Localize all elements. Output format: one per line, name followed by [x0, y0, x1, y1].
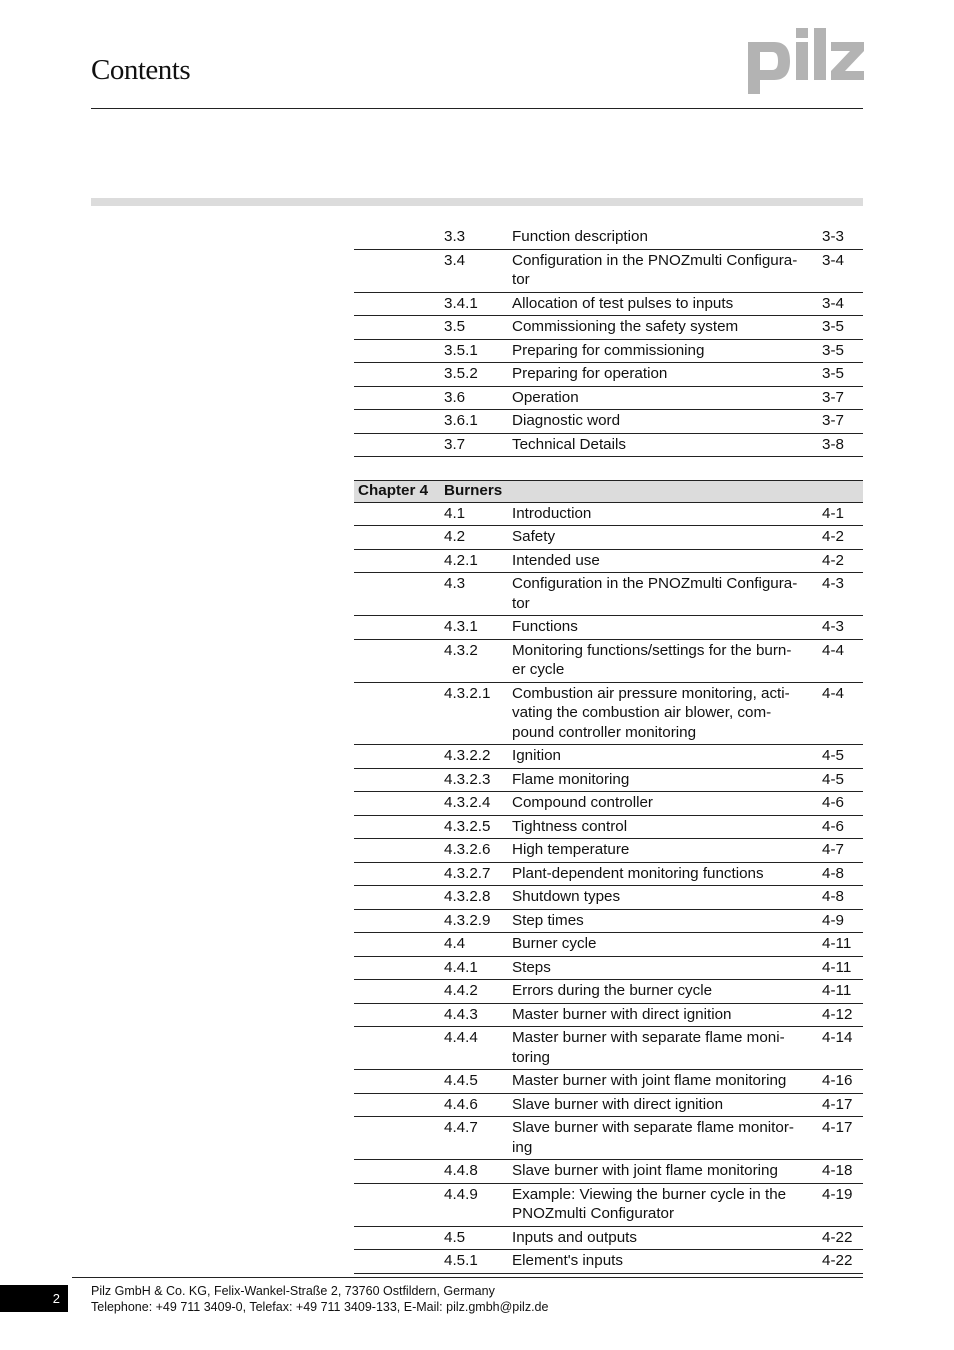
toc-entry-indent	[354, 817, 444, 837]
toc-entry-indent	[354, 617, 444, 637]
toc-entry-number: 4.3.2.3	[444, 770, 491, 788]
toc-entry[interactable]	[354, 839, 863, 863]
toc-entry-title: Preparing for commissioning	[512, 341, 705, 359]
toc-entry-number: 4.4.8	[444, 1162, 478, 1179]
toc-entry-number: 3.7	[444, 435, 466, 453]
toc-entry-indent	[354, 958, 444, 978]
toc-entry-number: 4.3.2.4	[444, 794, 491, 811]
toc-entry[interactable]	[354, 250, 863, 293]
toc-entry-indent	[354, 641, 444, 680]
toc-entry-title: Slave burner with joint flame monitoring	[512, 1162, 778, 1179]
toc-entry[interactable]	[354, 1004, 863, 1028]
toc-entry[interactable]	[354, 910, 863, 934]
toc-entry[interactable]	[354, 1250, 863, 1274]
toc-entry-indent	[354, 317, 444, 337]
toc-entry-page: 3-5	[822, 365, 844, 382]
toc-entry-page: 4-6	[822, 794, 844, 811]
toc-entry-number: 4.2.1	[444, 551, 478, 569]
header-band	[91, 198, 863, 206]
toc-entry-title: Configuration in the PNOZmulti Configura- tor	[512, 251, 798, 288]
toc-entry-indent	[354, 981, 444, 1001]
toc-entry-page: 4-8	[822, 864, 844, 882]
toc-entry-indent	[354, 1251, 444, 1271]
toc-entry[interactable]	[354, 503, 863, 527]
toc-entry-indent	[354, 527, 444, 547]
footer-rule	[72, 1277, 863, 1278]
toc-entry[interactable]	[354, 410, 863, 434]
toc-entry-number: 3.4.1	[444, 294, 478, 312]
toc-entry-indent	[354, 1071, 444, 1091]
toc-entry-title: Preparing for operation	[512, 365, 668, 382]
toc-entry-number: 3.5.2	[444, 365, 478, 382]
toc-entry-page: 4-14	[822, 1029, 853, 1046]
toc-entry-indent	[354, 793, 444, 813]
toc-entry-number: 4.3.2.1	[444, 684, 491, 702]
toc-entry-title: Shutdown types	[512, 888, 621, 905]
toc-entry-title: Master burner with joint flame monitoring	[512, 1072, 787, 1089]
toc-entry[interactable]	[354, 226, 863, 250]
footer-contact: Telephone: +49 711 3409-0, Telefax: +49 711 3409-133, E-Mail: pilz.gmbh@pilz.de	[91, 1300, 549, 1314]
toc-entry-page: 4-12	[822, 1005, 853, 1023]
toc-entry-number: 4.3.2	[444, 641, 478, 659]
toc-entry[interactable]	[354, 1027, 863, 1070]
toc-entry-indent	[354, 1228, 444, 1248]
toc-entry-title: Introduction	[512, 504, 592, 522]
toc-entry-indent	[354, 1005, 444, 1025]
toc-entry-number: 4.3.1	[444, 618, 478, 635]
toc-entry-title: High temperature	[512, 841, 630, 858]
toc-entry[interactable]	[354, 816, 863, 840]
toc-entry[interactable]	[354, 957, 863, 981]
toc-entry-number: 4.3.2.5	[444, 817, 491, 835]
toc-entry-page: 4-8	[822, 888, 844, 905]
toc-entry[interactable]	[354, 387, 863, 411]
toc-entry-title: Steps	[512, 958, 551, 976]
toc-entry[interactable]	[354, 745, 863, 769]
toc-entry[interactable]	[354, 683, 863, 746]
toc-entry-title: Ignition	[512, 747, 561, 764]
toc-entry-page: 3-8	[822, 435, 844, 453]
toc-entry-page: 4-18	[822, 1162, 853, 1179]
toc-entry-indent	[354, 1095, 444, 1115]
toc-entry-indent	[354, 1185, 444, 1224]
toc-entry-page: 3-5	[822, 318, 844, 335]
toc-entry-indent	[354, 840, 444, 860]
toc-entry[interactable]	[354, 1160, 863, 1184]
toc-entry[interactable]	[354, 340, 863, 364]
toc-entry-number: 4.4.2	[444, 982, 478, 999]
toc-entry-number: 4.4.7	[444, 1119, 478, 1136]
toc-entry-indent	[354, 770, 444, 790]
toc-entry-indent	[354, 574, 444, 613]
toc-entry-title: Flame monitoring	[512, 770, 630, 788]
toc-entry-page: 4-5	[822, 747, 844, 764]
toc-entry-title: Combustion air pressure monitoring, acti- vating the combustion air blower, com- pound controller monitoring	[512, 684, 790, 741]
toc-entry[interactable]	[354, 316, 863, 340]
toc-entry-indent	[354, 887, 444, 907]
header-rule	[91, 108, 863, 109]
toc-entry-page: 4-2	[822, 528, 844, 545]
toc-entry-page: 4-7	[822, 841, 844, 858]
toc-entry-page: 4-9	[822, 911, 844, 929]
toc-entry-number: 3.6	[444, 388, 466, 406]
toc-entry-indent	[354, 504, 444, 524]
toc-entry[interactable]	[354, 526, 863, 550]
toc-entry-indent	[354, 684, 444, 743]
footer-address: Pilz GmbH & Co. KG, Felix-Wankel-Straße 2, 73760 Ostfildern, Germany	[91, 1284, 495, 1298]
toc-entry-number: 4.1	[444, 504, 466, 522]
toc-entry-title: Compound controller	[512, 794, 653, 811]
toc-entry-number: 4.4.3	[444, 1005, 478, 1023]
toc-entry-page: 4-5	[822, 770, 844, 788]
toc-entry-number: 4.5	[444, 1228, 466, 1246]
toc-entry-indent	[354, 251, 444, 290]
toc-entry[interactable]	[354, 550, 863, 574]
toc-entry-title: Operation	[512, 388, 579, 406]
toc-entry-title: Tightness control	[512, 817, 628, 835]
toc-entry[interactable]	[354, 293, 863, 317]
toc-entry[interactable]	[354, 792, 863, 816]
chapter-heading	[354, 480, 863, 503]
page-number: 2	[52, 1291, 60, 1306]
chapter-label: Chapter 4	[358, 482, 429, 499]
toc-entry-page: 4-6	[822, 817, 844, 835]
toc-entry[interactable]	[354, 1070, 863, 1094]
toc-entry[interactable]	[354, 640, 863, 683]
toc-entry-title: Element's inputs	[512, 1252, 623, 1269]
toc-entry-title: Step times	[512, 911, 584, 929]
toc-entry-title: Slave burner with direct ignition	[512, 1095, 724, 1113]
toc-entry-number: 4.3.2.6	[444, 841, 491, 858]
toc-entry-title: Inputs and outputs	[512, 1228, 637, 1246]
toc-entry[interactable]	[354, 363, 863, 387]
toc-entry-title: Functions	[512, 618, 578, 635]
toc-entry-page: 4-1	[822, 504, 844, 522]
page-number-box	[0, 1285, 68, 1312]
toc-entry-indent	[354, 435, 444, 455]
toc-entry[interactable]	[354, 434, 863, 458]
toc-entry-page: 3-5	[822, 341, 844, 359]
toc-entry-page: 4-17	[822, 1119, 853, 1136]
toc-entry-number: 3.6.1	[444, 412, 478, 429]
toc-entry-page: 4-4	[822, 641, 844, 659]
toc-entry-number: 3.5.1	[444, 341, 478, 359]
toc-entry[interactable]	[354, 1227, 863, 1251]
toc-entry[interactable]	[354, 1117, 863, 1160]
toc-entry-indent	[354, 1028, 444, 1067]
toc-entry-title: Example: Viewing the burner cycle in the PNOZmulti Configurator	[512, 1185, 787, 1222]
toc-entry-indent	[354, 1118, 444, 1157]
toc-entry-indent	[354, 1161, 444, 1181]
toc-entry[interactable]	[354, 769, 863, 793]
toc-entry-title: Function description	[512, 228, 648, 245]
toc-entry-page: 3-7	[822, 388, 844, 406]
toc-entry-indent	[354, 864, 444, 884]
toc-entry-indent	[354, 746, 444, 766]
toc-entry-indent	[354, 294, 444, 314]
toc-entry-title: Master burner with separate flame moni- toring	[512, 1029, 785, 1066]
toc-entry-indent	[354, 341, 444, 361]
toc-entry[interactable]	[354, 1184, 863, 1227]
toc-entry-page: 3-4	[822, 251, 844, 269]
toc-entry-page: 4-22	[822, 1252, 853, 1269]
toc-entry-page: 4-4	[822, 684, 844, 702]
toc-entry-page: 4-3	[822, 575, 844, 592]
toc-entry-page: 3-4	[822, 294, 844, 312]
toc-entry-indent	[354, 551, 444, 571]
toc-entry-title: Commissioning the safety system	[512, 318, 739, 335]
toc-entry[interactable]	[354, 863, 863, 887]
toc-entry[interactable]	[354, 616, 863, 640]
toc-entry[interactable]	[354, 980, 863, 1004]
toc-entry-page: 4-11	[822, 982, 852, 999]
toc-entry-number: 4.3.2.8	[444, 888, 491, 905]
toc-entry-number: 3.3	[444, 228, 466, 245]
toc-entry-title: Allocation of test pulses to inputs	[512, 294, 734, 312]
toc-entry-number: 4.4.4	[444, 1029, 478, 1046]
toc-entry-number: 4.4.5	[444, 1072, 478, 1089]
footer	[91, 1283, 548, 1315]
toc-entry-title: Master burner with direct ignition	[512, 1005, 732, 1023]
toc-entry-title: Technical Details	[512, 435, 626, 453]
toc-entry-title: Burner cycle	[512, 935, 597, 952]
toc-entry-title: Diagnostic word	[512, 412, 621, 429]
table-of-contents	[354, 226, 863, 1274]
toc-entry-number: 4.3	[444, 575, 466, 592]
toc-entry-indent	[354, 227, 444, 247]
toc-entry-page: 4-2	[822, 551, 844, 569]
toc-entry-page: 4-3	[822, 618, 844, 635]
toc-entry-number: 4.4.1	[444, 958, 478, 976]
toc-entry-page: 4-11	[822, 958, 852, 976]
toc-entry-page: 4-11	[822, 935, 852, 952]
toc-entry-indent	[354, 364, 444, 384]
pilz-logo	[748, 28, 864, 94]
toc-entry-title: Plant-dependent monitoring functions	[512, 864, 764, 882]
toc-entry-title: Intended use	[512, 551, 600, 569]
toc-entry-number: 4.3.2.9	[444, 911, 491, 929]
toc-entry-number: 4.4	[444, 935, 466, 952]
toc-entry-title: Safety	[512, 528, 556, 545]
toc-entry-title: Errors during the burner cycle	[512, 982, 713, 999]
toc-entry-indent	[354, 911, 444, 931]
toc-entry-page: 4-22	[822, 1228, 853, 1246]
chapter-title: Burners	[444, 482, 503, 499]
toc-entry-number: 4.5.1	[444, 1252, 478, 1269]
toc-entry-page: 3-7	[822, 412, 844, 429]
toc-entry-title: Configuration in the PNOZmulti Configura- tor	[512, 575, 798, 612]
toc-entry-title: Slave burner with separate flame monitor- ing	[512, 1119, 794, 1156]
toc-entry-title: Monitoring functions/settings for the burn- er cycle	[512, 641, 792, 678]
toc-entry[interactable]	[354, 933, 863, 957]
toc-entry-indent	[354, 411, 444, 431]
toc-entry-number: 4.3.2.7	[444, 864, 491, 882]
page-title: Contents	[91, 54, 191, 86]
toc-entry-number: 4.4.9	[444, 1185, 478, 1203]
toc-entry-number: 4.3.2.2	[444, 747, 491, 764]
toc-entry-page: 4-16	[822, 1072, 853, 1089]
toc-entry[interactable]	[354, 1094, 863, 1118]
toc-entry-page: 4-19	[822, 1185, 853, 1203]
toc-entry[interactable]	[354, 573, 863, 616]
toc-entry-number: 3.4	[444, 251, 466, 269]
toc-entry[interactable]	[354, 886, 863, 910]
toc-entry-number: 4.4.6	[444, 1095, 478, 1113]
toc-entry-page: 3-3	[822, 228, 844, 245]
toc-entry-page: 4-17	[822, 1095, 853, 1113]
toc-entry-indent	[354, 388, 444, 408]
toc-entry-number: 3.5	[444, 318, 466, 335]
toc-entry-number: 4.2	[444, 528, 466, 545]
toc-entry-indent	[354, 934, 444, 954]
